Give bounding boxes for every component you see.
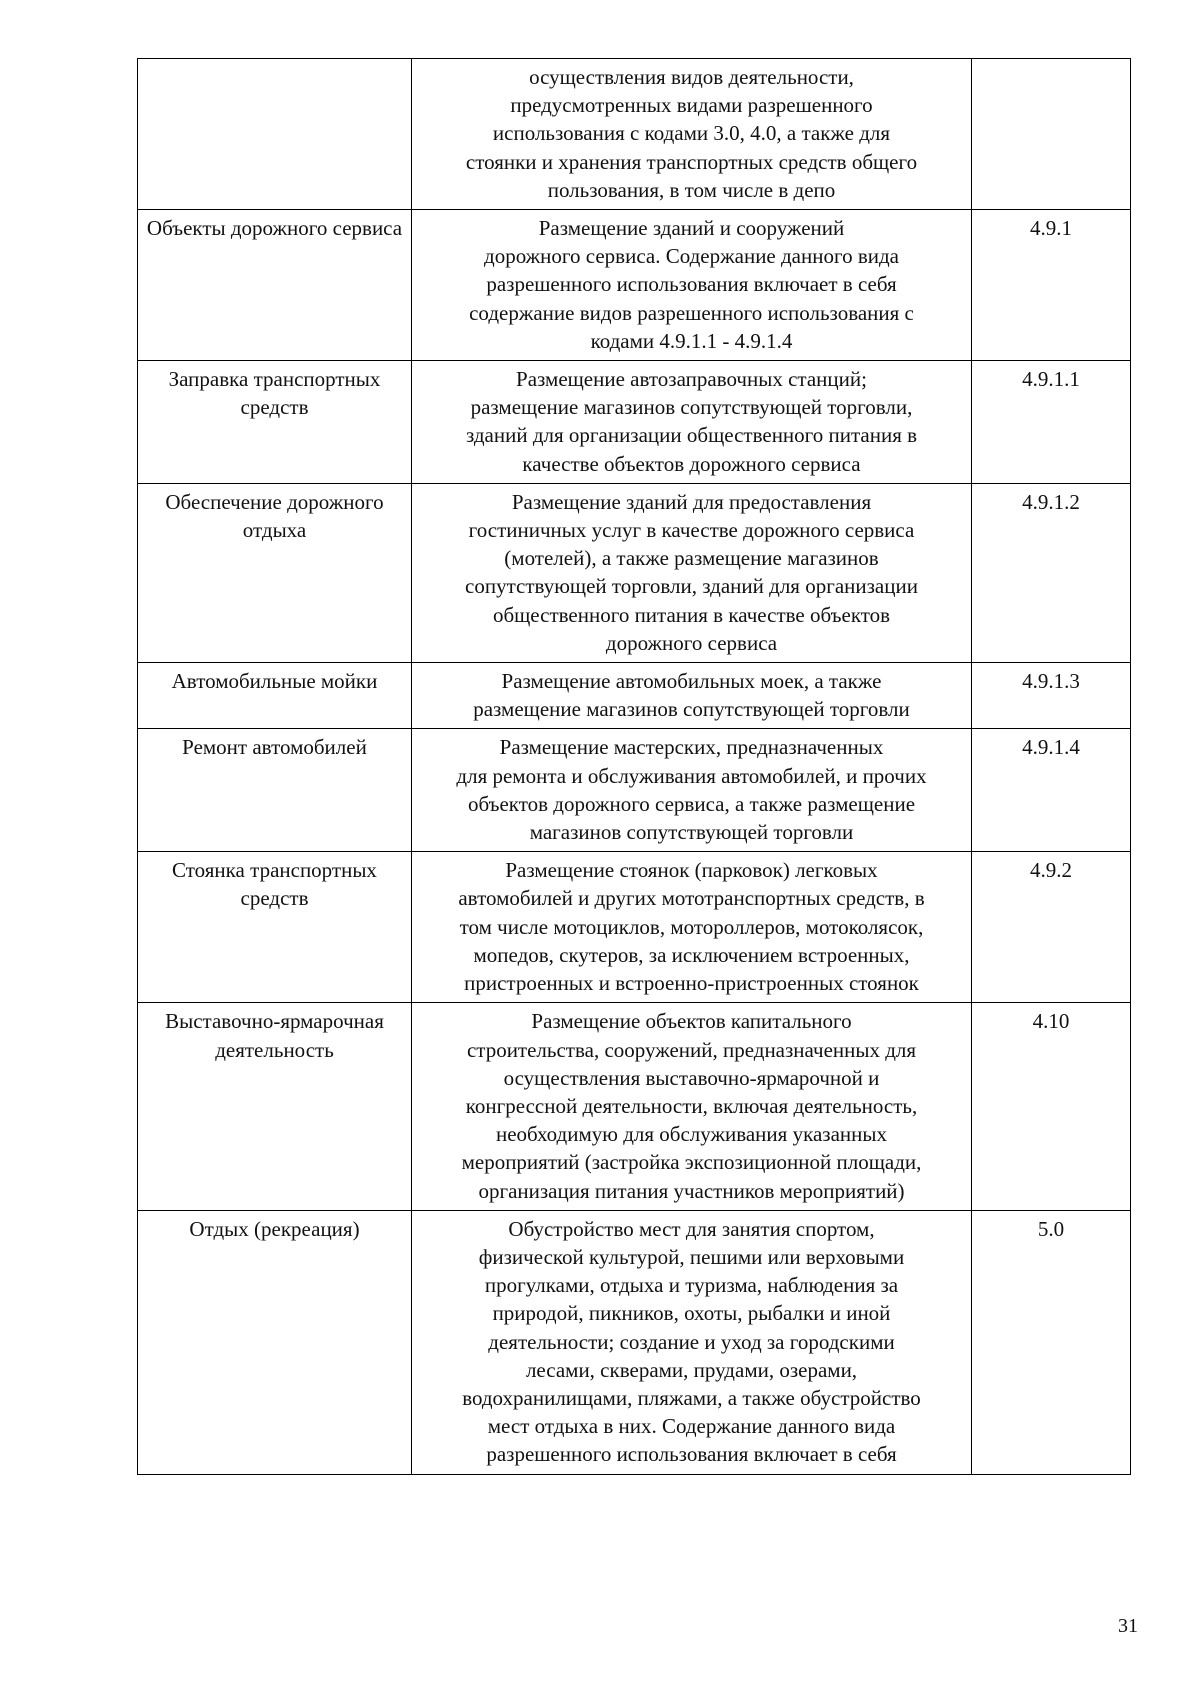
use-code-cell: 4.9.1.4 <box>972 729 1131 852</box>
use-name-cell: Обеспечение дорожного отдыха <box>138 483 412 662</box>
use-description-cell: Размещение объектов капитального строительства, сооружений, предназначенных для осуществления выставочно-ярмарочной и конгрессной деятельности, включая деятельность, необходимую для обслуживания указанных мероприятий (застройка экспозиционной площади, организация питания участников мероприятий) <box>412 1003 972 1210</box>
use-name-cell: Выставочно-ярмарочная деятельность <box>138 1003 412 1210</box>
table-row <box>138 1003 1131 1210</box>
use-code-cell: 4.9.1.2 <box>972 483 1131 662</box>
use-name-cell <box>138 59 412 210</box>
use-name-cell: Объекты дорожного сервиса <box>138 210 412 361</box>
use-code-cell: 4.9.1.1 <box>972 361 1131 484</box>
use-name-cell: Автомобильные мойки <box>138 663 412 729</box>
use-description-cell: Размещение автомобильных моек, а также размещение магазинов сопутствующей торговли <box>412 663 972 729</box>
table-row <box>138 1210 1131 1474</box>
use-description-cell: Размещение зданий и сооружений дорожного сервиса. Содержание данного вида разрешенного использования включает в себя содержание видов разрешенного использования с кодами 4.9.1.1 - 4.9.1.4 <box>412 210 972 361</box>
use-code-cell: 5.0 <box>972 1210 1131 1474</box>
use-description-cell: Размещение зданий для предоставления гостиничных услуг в качестве дорожного сервиса (мотелей), а также размещение магазинов сопутствующей торговли, зданий для организации общественного питания в качестве объектов дорожного сервиса <box>412 483 972 662</box>
use-name-cell: Отдых (рекреация) <box>138 1210 412 1474</box>
use-name-cell: Заправка транспортных средств <box>138 361 412 484</box>
use-description-cell: Обустройство мест для занятия спортом, физической культурой, пешими или верховыми прогулками, отдыха и туризма, наблюдения за природой, пикников, охоты, рыбалки и иной деятельности; создание и уход за городскими лесами, скверами, прудами, озерами, водохранилищами, пляжами, а также обустройство мест отдыха в них. Содержание данного вида разрешенного использования включает в себя <box>412 1210 972 1474</box>
use-code-cell: 4.10 <box>972 1003 1131 1210</box>
table-row <box>138 852 1131 1003</box>
use-description-cell: осуществления видов деятельности, предусмотренных видами разрешенного использования с кодами 3.0, 4.0, а также для стоянки и хранения транспортных средств общего пользования, в том числе в депо <box>412 59 972 210</box>
use-name-cell: Стоянка транспортных средств <box>138 852 412 1003</box>
table-row <box>138 59 1131 210</box>
table-row <box>138 729 1131 852</box>
use-code-cell: 4.9.1 <box>972 210 1131 361</box>
use-description-cell: Размещение мастерских, предназначенных для ремонта и обслуживания автомобилей, и прочих объектов дорожного сервиса, а также размещение магазинов сопутствующей торговли <box>412 729 972 852</box>
table-row <box>138 663 1131 729</box>
table-row <box>138 483 1131 662</box>
land-use-table <box>137 58 1131 1475</box>
table-row <box>138 361 1131 484</box>
use-description-cell: Размещение автозаправочных станций; размещение магазинов сопутствующей торговли, зданий для организации общественного питания в качестве объектов дорожного сервиса <box>412 361 972 484</box>
use-code-cell <box>972 59 1131 210</box>
use-description-cell: Размещение стоянок (парковок) легковых автомобилей и других мототранспортных средств, в том числе мотоциклов, мотороллеров, мотоколясок, мопедов, скутеров, за исключением встроенных, пристроенных и встроенно-пристроенных стоянок <box>412 852 972 1003</box>
use-code-cell: 4.9.2 <box>972 852 1131 1003</box>
use-code-cell: 4.9.1.3 <box>972 663 1131 729</box>
page-number: 31 <box>1118 1615 1138 1637</box>
use-name-cell: Ремонт автомобилей <box>138 729 412 852</box>
table-row <box>138 210 1131 361</box>
